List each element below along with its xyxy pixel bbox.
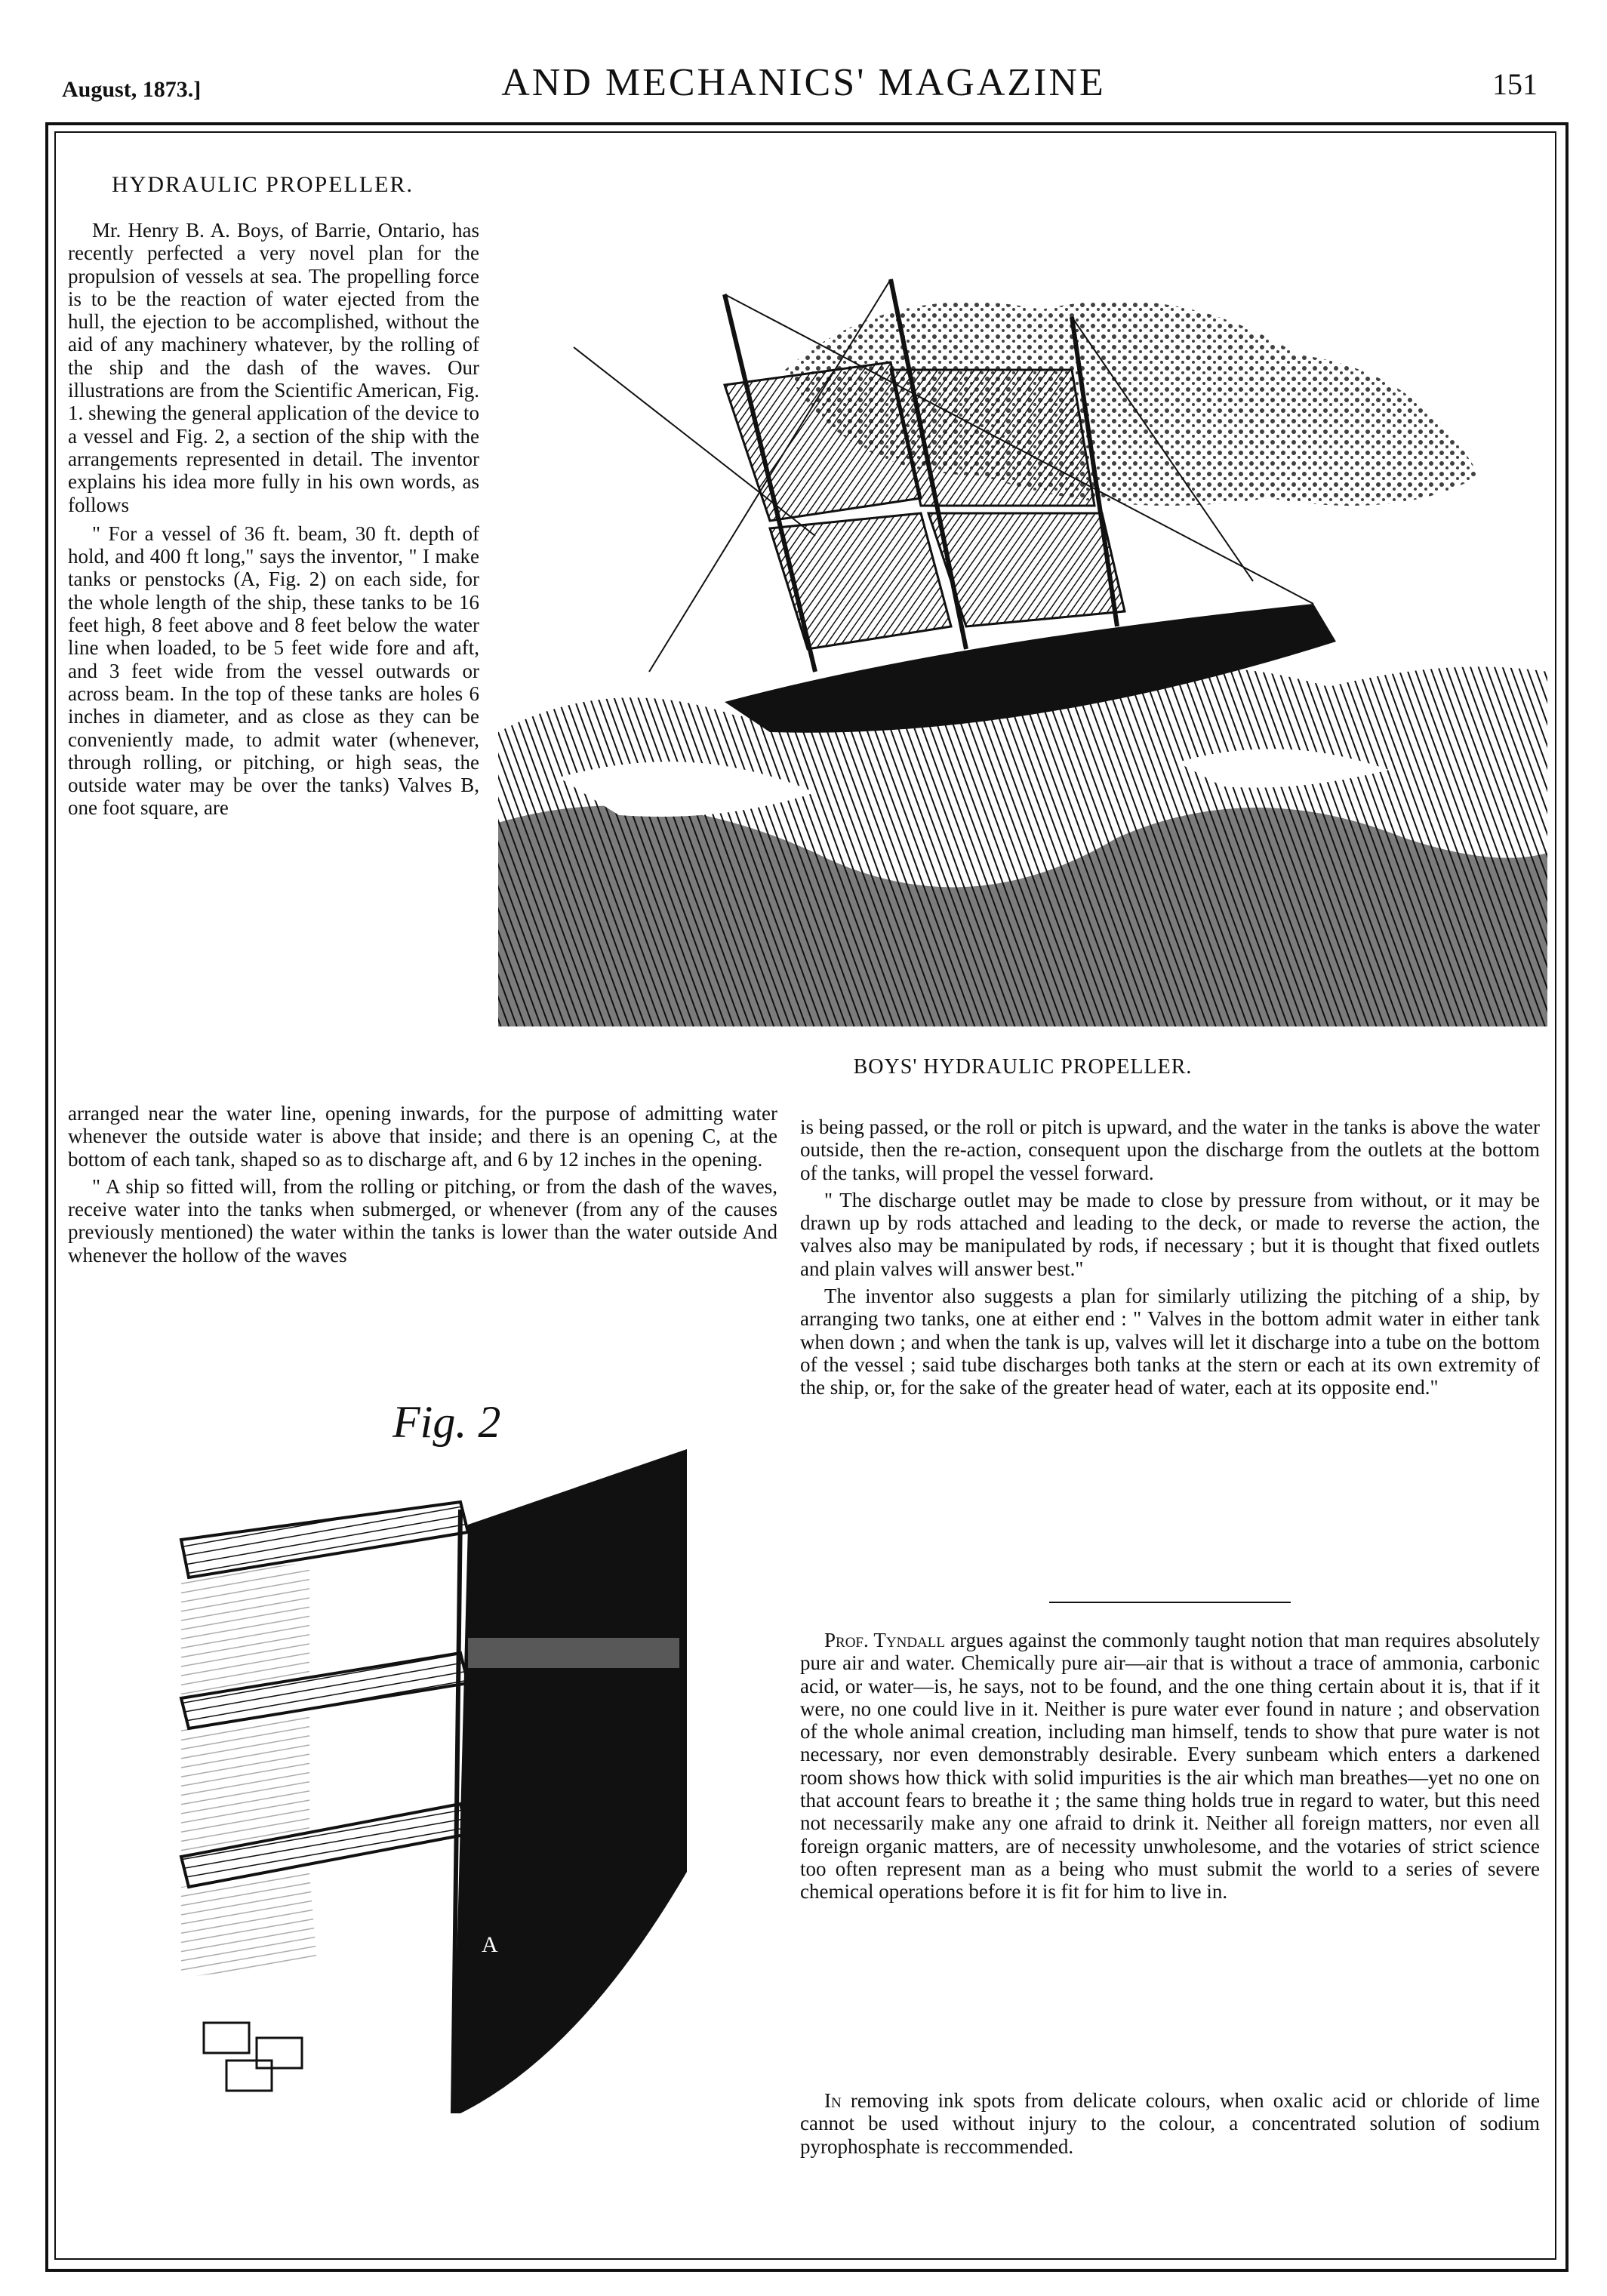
article-paragraph-3: " A ship so fitted will, from the rolling or pitching, or from the dash of the waves, receive water into the tanks when submerged, or whenever (from any of the causes previously mentioned) the water within the tanks is lower than the water outside And whenever the hollow of the waves (68, 1174, 777, 1266)
ink-spots-article (800, 2089, 1540, 2158)
ink-spots-lead: In (824, 2089, 842, 2112)
ship-illustration (498, 249, 1547, 1026)
article-paragraph-1: Mr. Henry B. A. Boys, of Barrie, Ontario, has recently perfected a very novel plan for the propulsion of vessels at sea. The propelling force is to be the reaction of water ejected from the hull, the ejection to be accomplished, without the aid of any machinery whatever, by the rolling of the ship and the dash of the waves. Our illustrations are from the Scientific American, Fig. 1. shewing the general application of the device to a vessel and Fig. 2, a section of the ship with the arrangements represented in detail. The inventor explains his idea more fully in his own words, as follows (68, 219, 479, 516)
ship-engraving-image (498, 249, 1547, 1026)
figure2-label: Fig. 2 (393, 1397, 501, 1447)
tyndall-body: argues against the commonly taught notion that man requires absolutely pure air and water. Chemically pure air—air that is without a trace of ammonia, carbonic acid, or water—is, he says, not to be found, and the one thing certain about it is, that if it were, no one could live in it. Neither is pure water ever found in nature ; and observation of the whole animal creation, including man himself, tends to show that pure water is not necessary, nor even demonstrably desirable. Every sunbeam which enters a darkened room shows how thick with solid impurities is the air which man breathes—yet no one on that account fears to breathe it ; the same thing holds true in regard to water, but this need not necessarily make any one afraid to drink it. Neither all foreign matters, nor even all foreign organic matters, are of necessity unwholesome, and the votaries of strict science too often represent man as a being who must submit the world to a series of severe chemical operations before it is fit for him to live in. (800, 1629, 1540, 1904)
issue-date: August, 1873.] (62, 77, 202, 102)
tyndall-lead: Prof. Tyndall (824, 1629, 945, 1651)
page-number: 151 (1492, 67, 1538, 101)
article-body-right (800, 1116, 1540, 1399)
article-paragraph-6: The inventor also suggests a plan for similarly utilizing the pitching of a ship, by arranging two tanks, one at either end : " Valves in the bottom admit water in either tank when down ; and when the tank is up, valves will let it discharge into a tube on the bottom of the vessel ; said tube discharges both tanks at the stern or each at its own extremity of the ship, or, for the sake of the greater head of water, each at its opposite end." (800, 1285, 1540, 1399)
article-paragraph-2-narrow: " For a vessel of 36 ft. beam, 30 ft. depth of hold, and 400 ft long," says the inventor, " I make tanks or penstocks (A, Fig. 2) on each side, for the whole length of the ship, these tanks to be 16 feet high, 8 feet above and 8 feet below the water line when loaded, to be 5 feet wide fore and aft, and 3 feet wide from the vessel outwards or across beam. In the top of these tanks are holes 6 inches in diameter, and as close as they can be conveniently made, to admit water (whenever, through rolling, or pitching, or high seas, the outside water may be over the tanks) Valves B, one foot square, are (68, 522, 479, 820)
article-heading: HYDRAULIC PROPELLER. (112, 172, 414, 197)
article-body-narrow (68, 219, 479, 820)
tank-label-a: A (482, 1932, 498, 1957)
magazine-title: AND MECHANICS' MAGAZINE (501, 61, 1106, 104)
ship-section-image (159, 1449, 732, 2128)
article-paragraph-4: is being passed, or the roll or pitch is upward, and the water in the tanks is above the water outside, then the re-action, consequent upon the discharge from the outlets at the bottom of the tanks, will propel the vessel forward. (800, 1116, 1540, 1184)
tyndall-article (800, 1629, 1540, 1904)
figure1-caption: BOYS' HYDRAULIC PROPELLER. (853, 1055, 1193, 1079)
section-diagram (159, 1449, 732, 2128)
ink-spots-body: removing ink spots from delicate colours, when oxalic acid or chloride of lime cannot be used without injury to the colour, a concentrated solution of sodium pyrophosphate is reccommended. (800, 2089, 1541, 2158)
article-paragraph-2-wide: arranged near the water line, opening inwards, for the purpose of admitting water whenever the outside water is above that inside; and there is an opening C, at the bottom of each tank, shaped so as to discharge aft, and 6 by 12 inches in the opening. (68, 1102, 777, 1171)
article-body-wide (68, 1102, 777, 1266)
section-divider (1049, 1602, 1291, 1603)
article-paragraph-5: " The discharge outlet may be made to close by pressure from without, or it may be drawn up by rods attached and leading to the deck, or made to reverse the action, the valves also may be manipulated by rods, if necessary ; but it is thought that fixed outlets and plain valves will answer best." (800, 1188, 1540, 1280)
